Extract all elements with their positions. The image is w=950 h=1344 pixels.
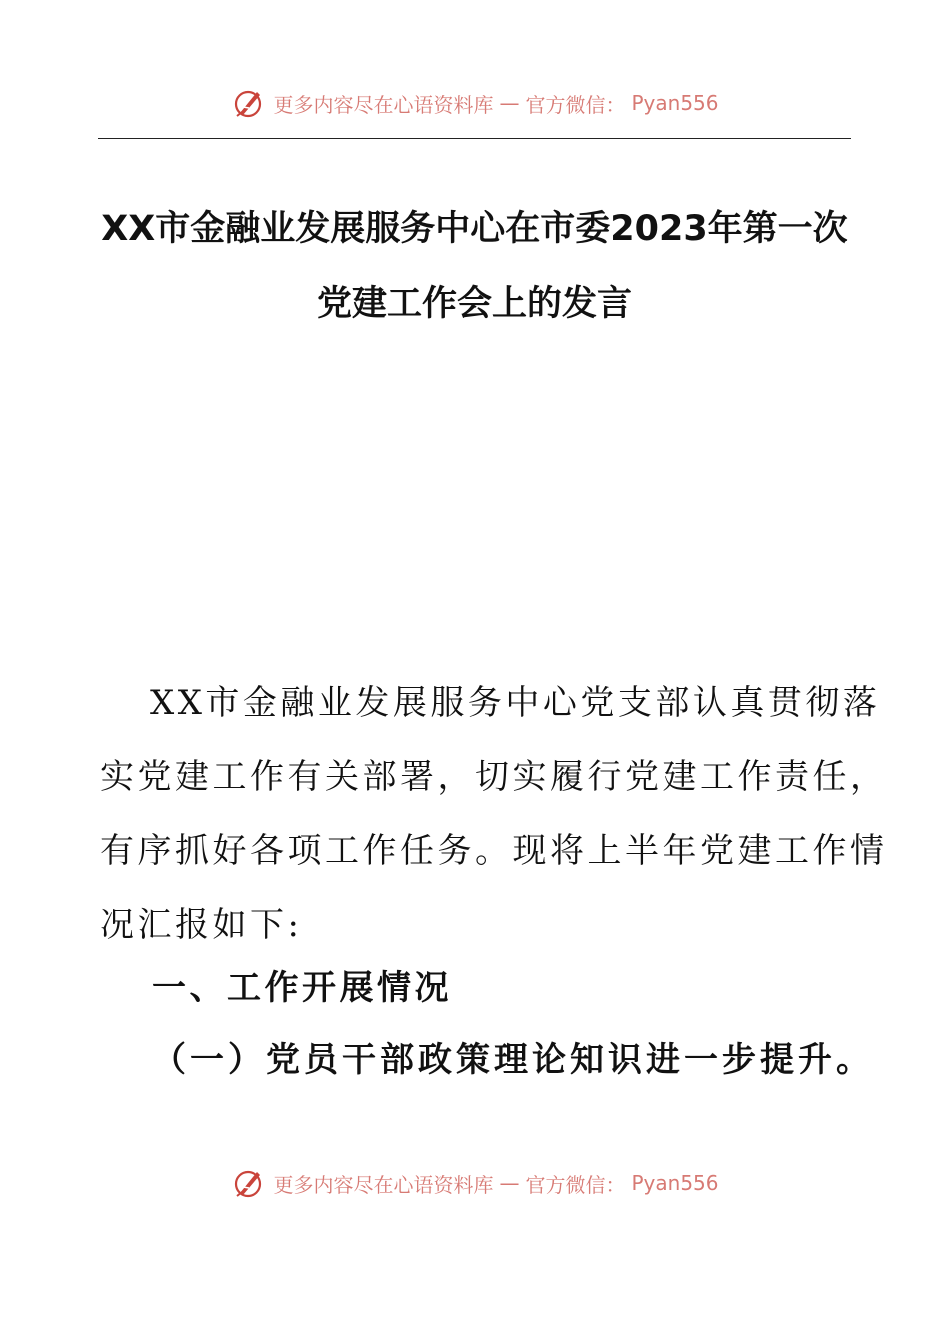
paragraph-line-4: 况汇报如下: bbox=[100, 905, 303, 945]
subsection-heading: （一）党员干部政策理论知识进一步提升。 bbox=[152, 1040, 874, 1080]
watermark-wechat-id: Pyan556 bbox=[631, 1171, 719, 1195]
paragraph-line-3: 有序抓好各项工作任务。现将上半年党建工作情 bbox=[100, 831, 888, 871]
document-title bbox=[98, 192, 851, 342]
intro-paragraph bbox=[100, 666, 888, 962]
title-line-2: 党建工作会上的发言 bbox=[316, 284, 632, 324]
paragraph-line-1: XX市金融业发展服务中心党支部认真贯彻落 bbox=[150, 683, 881, 723]
watermark-wechat-id: Pyan556 bbox=[631, 91, 719, 115]
quill-logo-icon bbox=[231, 85, 267, 121]
footer-watermark bbox=[0, 1163, 950, 1203]
watermark-wechat-label: 官方微信： bbox=[525, 1172, 626, 1197]
watermark-site-text: 更多内容尽在心语资料库 bbox=[273, 1172, 494, 1197]
watermark-wechat-label: 官方微信： bbox=[525, 92, 626, 117]
section-heading: 一、工作开展情况 bbox=[152, 968, 452, 1008]
header-watermark bbox=[0, 83, 950, 123]
watermark-separator: — bbox=[499, 1171, 520, 1195]
paragraph-line-2: 实党建工作有关部署，切实履行党建工作责任， bbox=[100, 757, 888, 797]
title-line-1: XX市金融业发展服务中心在市委2023年第一次 bbox=[101, 209, 848, 249]
quill-logo-icon bbox=[231, 1165, 267, 1201]
header-divider bbox=[98, 138, 851, 139]
watermark-site-text: 更多内容尽在心语资料库 bbox=[273, 92, 494, 117]
watermark-separator: — bbox=[499, 91, 520, 115]
